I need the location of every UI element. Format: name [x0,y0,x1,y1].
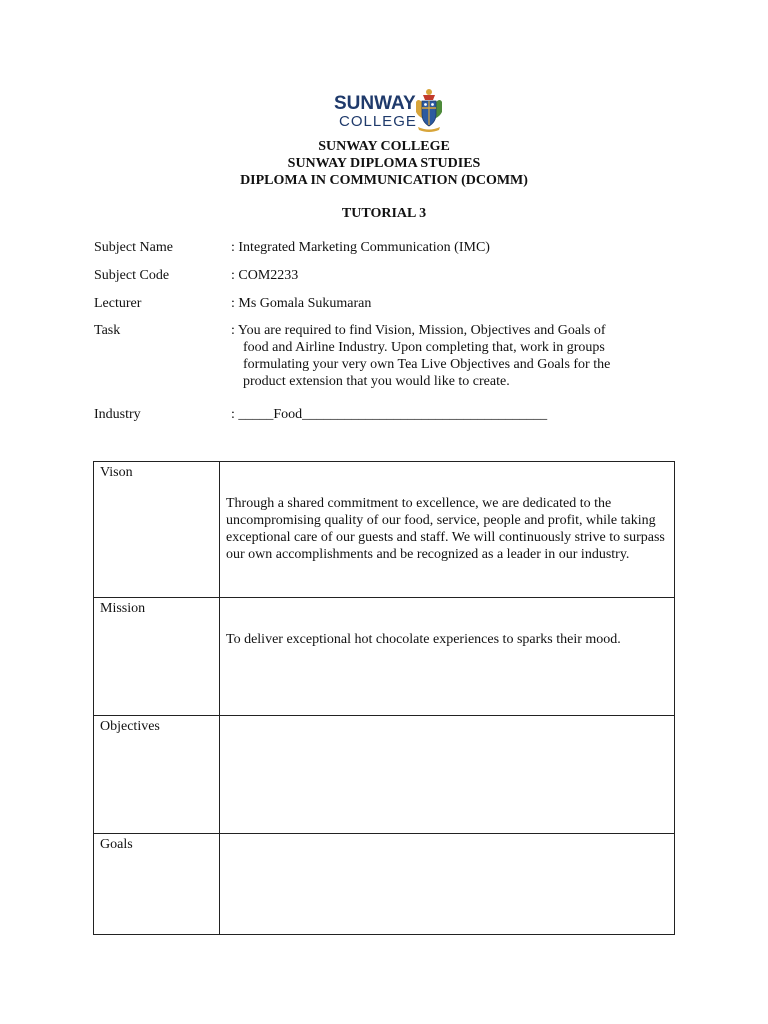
mission-label: Mission [100,601,146,616]
subject-code-label: Subject Code [94,268,170,283]
task-description [231,322,663,390]
task-line: food and Airline Industry. Upon completing that, work in groups [243,340,605,355]
logo-text-bottom: COLLEGE [339,113,417,130]
table-row-mission [94,598,675,716]
mission-text: To deliver exceptional hot chocolate experiences to sparks their mood. [226,632,621,647]
logo-text-top: SUNWAY [334,93,416,114]
lecturer-label: Lecturer [94,296,142,311]
diploma-heading: DIPLOMA IN COMMUNICATION (DCOMM) [240,173,528,188]
table-row-objectives [94,716,675,834]
vision-label: Vison [100,465,133,480]
table-row-vision [94,462,675,598]
vision-content-cell [220,462,675,598]
vmog-table [93,461,675,935]
mission-label-cell [94,598,220,716]
studies-heading: SUNWAY DIPLOMA STUDIES [287,156,481,171]
objectives-content-cell [220,716,675,834]
subject-code-value: : COM2233 [231,268,299,283]
college-crest-icon [414,88,444,132]
table-row-goals [94,834,675,935]
objectives-label-cell [94,716,220,834]
objectives-label: Objectives [100,719,160,734]
vision-label-cell [94,462,220,598]
task-line: formulating your very own Tea Live Objectives and Goals for the [243,357,611,372]
vision-text: Through a shared commitment to excellence, we are dedicated to the uncompromising quality of our food, service, people and profit, while taking exceptional care of our guests and staff. We will continuously strive to surpass our own accomplishments and be recognized as a leader in our industry. [226,496,665,562]
goals-content-cell [220,834,675,935]
industry-value: : _____Food___________________________________ [231,407,548,422]
sunway-college-logo [334,88,442,134]
goals-label-cell [94,834,220,935]
industry-label: Industry [94,407,141,422]
task-line: : You are required to find Vision, Mission, Objectives and Goals of [231,323,606,338]
subject-name-value: : Integrated Marketing Communication (IMC) [231,240,490,255]
college-name-heading: SUNWAY COLLEGE [318,139,450,154]
task-label: Task [94,323,121,338]
task-line: product extension that you would like to create. [243,374,510,389]
tutorial-title: TUTORIAL 3 [341,206,427,221]
mission-content-cell [220,598,675,716]
lecturer-value: : Ms Gomala Sukumaran [231,296,372,311]
goals-label: Goals [100,837,133,852]
subject-name-label: Subject Name [94,240,173,255]
